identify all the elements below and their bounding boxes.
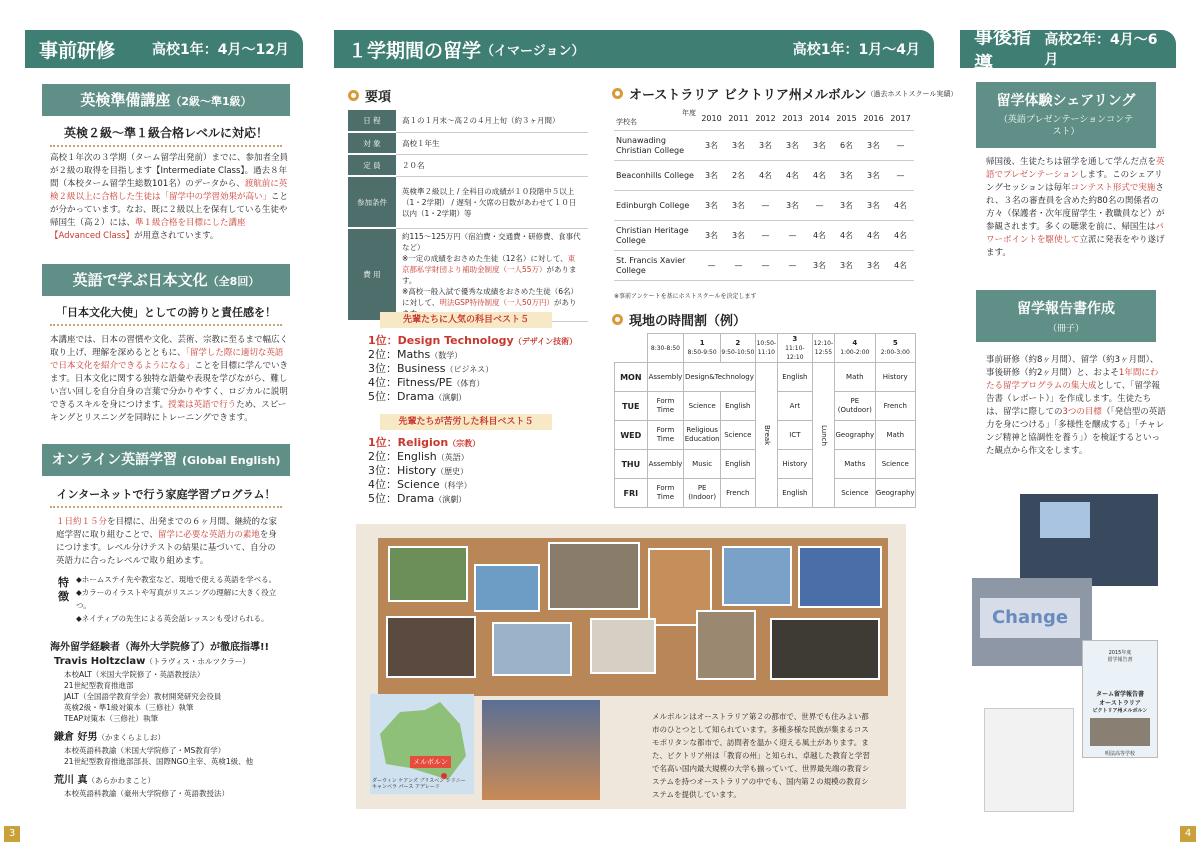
online-title-band — [42, 444, 290, 476]
schools-heading: オーストラリア ビクトリア州メルボルン （過去ホストスクール実績） — [612, 84, 957, 103]
report-band — [976, 290, 1156, 342]
sharing-body: 帰国後、生徒たちは留学を通して学んだ点を英語でプレゼンテーションします。このシェアリングセッションは毎年コンテスト形式で実施され、３名の審査員を含めた約80名の関係者の方々（保護者・次年度留学生・教職員など）が参観されます。多くの聴衆を前に、帰国生はパワーポイントを駆使して立派に発表をやり遂げます。 — [986, 157, 1165, 258]
city-photo — [482, 700, 600, 800]
difficult-list: 1位：Religion（宗教） 2位：English（英語） 3位：History（歴史） 4位：Science（科学） 5位：Drama（演劇） — [368, 436, 481, 505]
teacher-name: Travis Holtzclaw — [54, 656, 146, 667]
table-row: Edinburgh College 3名 3名 — 3名 — 3名 3名 4名 — [614, 191, 914, 221]
photo — [770, 618, 880, 680]
teacher-name: 鎌倉 好男 — [54, 732, 98, 743]
melbourne-label: メルボルン — [410, 756, 451, 768]
table-row: St. Francis Xavier College — — — — 3名 3名 3名 4名 — [614, 251, 914, 281]
middle-header-title: １学期間の留学 — [348, 39, 482, 62]
middle-header-sub: （イマージョン） — [481, 43, 585, 59]
left-header-period: 高校1年：4月〜12月 — [152, 42, 289, 58]
cork-board — [378, 538, 888, 696]
online-feature: ◆ホームステイ先や教室など、現地で使える英語を学べる。 — [76, 575, 277, 584]
right-header-title: 事後指導 — [974, 26, 1032, 75]
online-headline: インターネットで行う家庭学習プログラム！ — [50, 486, 282, 508]
timetable-heading: 現地の時間割（例） — [612, 310, 746, 329]
photo — [388, 546, 468, 602]
middle-header-period: 高校1年：1月〜4月 — [792, 42, 920, 58]
right-header — [960, 26, 1176, 75]
middle-header — [334, 30, 934, 68]
sharing-title: 留学体験シェアリング — [996, 93, 1136, 109]
eiken-body: 高校１年次の３学期（ターム留学出発前）までに、参加者全員が２級の取得を目指します【Intermediate Class】。過去８年間（本校ターム留学生総数101名）のデータから、渡航前に英検２級以上に合格した生徒は「留学中の学習効果が高い」ことが分かっています。なお、既に２級以上を保有している生徒や帰国生（高２）には、準１級合格を目標にした講座【Advanced Class】が用意されています。 — [50, 153, 289, 241]
break-label: Break — [755, 363, 777, 508]
eiken-title: 英検準備講座 — [80, 91, 171, 109]
photo — [696, 610, 756, 680]
timetable-row: THU Assembly Music English History Maths Science — [615, 450, 916, 479]
photo-board — [356, 524, 906, 809]
culture-title-band — [42, 264, 290, 296]
eiken-headline: 英検２級〜準１級合格レベルに対応！ — [50, 124, 282, 147]
teachers-title: 海外留学経験者（海外大学院修了）が徹底指導!! — [50, 642, 270, 653]
online-body: １日約１５分を目標に、出発までの６ヶ月間、継続的な家庭学習に取り組むことで、留学に必要な英語力の素地を身につけます。レベル分けテストの結果に基づいて、自分の英語力に合ったレベルで取り組めます。 — [56, 517, 278, 566]
eiken-title-sub: （2級〜準1級） — [170, 95, 252, 108]
table-row: Christian Heritage College 3名 3名 — — 4名 4名 4名 4名 — [614, 221, 914, 251]
slide-text: Change — [980, 598, 1080, 638]
report-booklet: 2015年度 留学報告書 ターム留学報告書 オーストラリア ビクトリア州メルボルン 明法高等学校 — [1082, 640, 1158, 758]
online-feature: ◆ネイティブの先生による英会話レッスンも受けられる。 — [76, 614, 269, 623]
timetable-row: FRI Form Time PE (Indoor) French English Science Geography — [615, 479, 916, 508]
schools-note: ※事前アンケートを基にホストスクールを決定します — [614, 293, 757, 300]
timetable-row: TUE Form Time Science English Art PE (Outdoor) French — [615, 392, 916, 421]
online-feature-list — [76, 573, 290, 625]
photo — [548, 542, 640, 610]
report-page-photo — [984, 708, 1074, 812]
photo — [798, 546, 882, 608]
timetable: 8:30-8:50 1 8:50-9:50 2 9:50-10:50 10:50-11:10 3 11:10-12:10 12:10-12:55 4 1:00-2:00 5 2:00-3:00 MON Assembly Design&Technology Break English Lunch Math History TUE Form Time Science English Art PE (Outdoor) French WED Form Time Religious Education Science ICT Geography Math THU Assembly Music English History Maths Science FRI Form Time PE (Indoor) French English Science Geography — [614, 333, 916, 508]
timetable-row: MON Assembly Design&Technology Break English Lunch Math History — [615, 363, 916, 392]
melbourne-text: メルボルンはオーストラリア第２の都市で、世界でも住みよい都市のひとつとして知られています。多種多様な民族が集まるコスモポリタンな都市で、訪問者を温かく迎える風土があります。また、ビクトリア州は「教育の州」と知られ、卓越した教育と学習で名高い国内最大規模の大学も揃っていて、世界最先端の教育システムを持つオーストラリアの中でも、国内第２の規模の教育システムを提供しています。 — [652, 712, 870, 799]
photo — [722, 546, 792, 606]
table-row: Nunawading Christian College 3名 3名 3名 3名 3名 6名 3名 — — [614, 131, 914, 161]
left-header — [25, 30, 303, 68]
eiken-title-band — [42, 84, 290, 116]
sharing-sub: （英語プレゼンテーションコンテスト） — [998, 115, 1134, 137]
culture-body: 本講座では、日本の習慣や文化、芸術、宗教に至るまで幅広く取り上げ、理解を深めるとともに、「留学した際に適切な英語で日本文化を紹介できるようになる」ことを目標に学んでいきます。日本文化に関する独特な語彙や表現を学びながら、難しい言い回しを自分自身の言葉で分かりやすく、ロジカルに説明できるスキルを身につけます。授業は英語で行うため、スピーキングとリスニングを同時にトレーニングできます。 — [50, 335, 289, 423]
online-feature: ◆カラーのイラストや写真がリスニングの理解に大きく役立つ。 — [76, 588, 277, 610]
bullet-icon — [348, 90, 359, 101]
report-title: 留学報告書作成 — [1017, 301, 1115, 317]
table-row: Beaconhills College 3名 2名 4名 4名 4名 3名 3名 — — [614, 161, 914, 191]
map-cities: ダーウィン ケアンズ ブリスベン シドニー キャンベラ パース アデレード — [372, 778, 466, 790]
australia-map — [370, 694, 474, 794]
page-number-left: 3 — [4, 826, 20, 842]
left-header-title: 事前研修 — [39, 39, 116, 62]
projector-screen — [1040, 502, 1090, 538]
bullet-icon — [612, 314, 623, 325]
page-number-right: 4 — [1180, 826, 1196, 842]
difficult-title: 先輩たちが苦労した科目ベスト５ — [380, 414, 552, 430]
slide-photo — [972, 578, 1092, 666]
report-body: 事前研修（約8ヶ月間）、留学（約3ヶ月間）、事後研修（約2ヶ月間）と、およそ1年間にわたる留学プログラムの集大成として、「留学報告書（レポート）」を作成します。生徒たちは、留学に際しての3つの目標（「発信型の英語力を身につける」「多様性を醸成する」「チャレンジ精神と協調性を養う」）を検証するといった観点から作文をします。 — [986, 355, 1166, 456]
teacher-name: 荒川 真 — [54, 775, 88, 786]
bullet-icon — [612, 88, 623, 99]
photo — [386, 616, 476, 678]
timetable-row: WED Form Time Religious Education Science ICT Geography Math — [615, 421, 916, 450]
popular-title: 先輩たちに人気の科目ベスト５ — [380, 312, 552, 328]
teachers-list: Travis Holtzclaw（トラヴィス・ホルツクラー） 本校ALT（米国大学院修了・英語教授法） 21世紀型教育推進部 JALT（全国語学教育学会）教材開発研究会役員 英検2級・準1級対策本（三修社）執筆 TEAP対策本（三修社）執筆 鎌倉 好男（かまくらよしお） 本校英語科教諭（米国大学院修了・MS教育学） 21世紀型教育推進部部長、国際NGO主宰、英検1級、他 荒川 真（あらかわまこと） 本校英語科教諭（豪州大学院修了・英語教授法） — [54, 656, 254, 798]
online-title: オンライン英語学習 — [51, 452, 178, 468]
photo — [474, 564, 540, 612]
culture-title-sub: （全8回） — [207, 275, 260, 288]
report-sub: （冊子） — [1047, 324, 1084, 334]
summary-heading: 要項 — [348, 86, 391, 105]
booklet-photo — [1090, 718, 1150, 746]
presentation-photo — [1020, 494, 1158, 586]
photo — [590, 618, 656, 674]
culture-headline: 「日本文化大使」としての誇りと責任感を！ — [50, 304, 282, 326]
culture-title: 英語で学ぶ日本文化 — [72, 271, 208, 289]
online-feature-label: 特徴 — [58, 576, 69, 603]
sharing-band — [976, 82, 1156, 148]
schools-table: 年度 学校名 2010 2011 2012 2013 2014 2015 2016 2017 Nunawading Christian College 3名 3名 3名 3名 3名 6名 3名 — Beaconhills College 3名 2名 4名 4名 4名 3名 3名 — Edinburgh College 3名 3名 — 3名 — 3名 3名 4名 Christian Heritage College 3名 3名 — — 4名 4名 4名 4名 St. Francis Xavier College — — — — 3名 3名 3名 4名 — [614, 106, 914, 281]
lunch-label: Lunch — [812, 363, 834, 508]
summary-table: 日 程 高１の１月末〜高２の４月上旬（約３ヶ月間） 対 象 高校１年生 定 員 ２０名 参加条件 英検準２級以上 / 全科目の成績が１０段階中５以上（1・2学期） / 遅刻・欠席の日数があわせて１０日以内（1・2学期）等 費 用 約115〜125万円（宿泊費・交通費・研修費、食事代など） ※一定の成績をおさめた生徒（12名）に対して、東京都私学財団より補助金制度（一人55万）があります。 ※高校一般入試で優秀な成績をおさめた生徒（6名）に対して、明法GSP特待制度（一人50万円）があり — [348, 110, 588, 322]
popular-list: 1位：Design Technology（デザイン技術） 2位：Maths（数学） 3位：Business（ビジネス） 4位：Fitness/PE（体育） 5位：Drama（演劇） — [368, 334, 578, 403]
online-title-sub: (Global English) — [182, 454, 281, 467]
photo — [492, 622, 572, 676]
right-header-period: 高校2年：4月〜6月 — [1044, 32, 1158, 68]
